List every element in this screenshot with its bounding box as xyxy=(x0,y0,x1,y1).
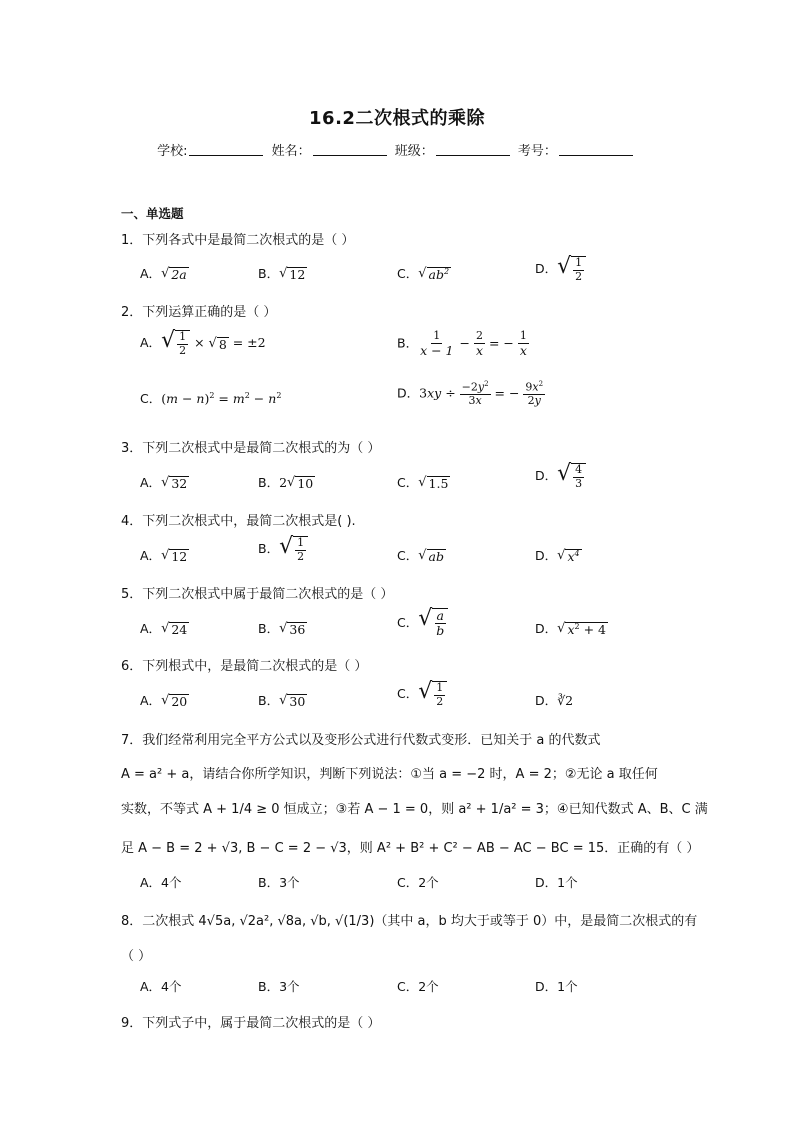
name-label: 姓名： xyxy=(271,144,311,159)
question-5-option-d[interactable]: D． √ $x^2 + 4$ xyxy=(535,621,606,638)
question-2-option-b[interactable]: B． $\frac{1}{x - 1}$ − $\frac{2}{x}$ = − $\frac{1}{x}$ xyxy=(397,329,527,358)
question-3-option-b[interactable]: B．2 √ 10 xyxy=(258,475,314,492)
question-6-stem: 6．下列根式中，是最简二次根式的是（ ） xyxy=(121,659,368,674)
question-5-option-c[interactable]: C． √ $\frac{a}{b}$ xyxy=(397,608,448,639)
question-8-line-1: 8．二次根式 4√5a, √2a², √8a, √b, √(1/3)（其中 a，b 均大于或等于 0）中，是最简二次根式的有 xyxy=(121,914,698,929)
question-3-option-c[interactable]: C． √ 1.5 xyxy=(397,475,449,492)
question-4-option-b[interactable]: B． √ $\frac{1}{2}$ xyxy=(258,536,308,563)
question-2-option-d[interactable]: D．3xy ÷ $\frac{-2y^2}{3x}$ = − $\frac{9x^2}{2y}$ xyxy=(397,380,544,408)
question-3-option-d[interactable]: D． √ $\frac{4}{3}$ xyxy=(535,463,586,490)
question-2-stem: 2．下列运算正确的是（ ） xyxy=(121,305,277,320)
question-9-stem: 9．下列式子中，属于最简二次根式的是（ ） xyxy=(121,1016,381,1031)
question-3-stem: 3．下列二次根式中是最简二次根式的为（ ） xyxy=(121,441,381,456)
question-1-stem: 1．下列各式中是最简二次根式的是（ ） xyxy=(121,233,355,248)
question-8-option-d[interactable]: D．1个 xyxy=(535,979,578,994)
question-8-line-2: （ ） xyxy=(121,949,152,964)
school-blank[interactable] xyxy=(189,143,263,156)
question-4-stem: 4．下列二次根式中，最简二次根式是( ). xyxy=(121,514,356,529)
question-7-option-b[interactable]: B．3个 xyxy=(258,875,300,890)
question-8-option-a[interactable]: A．4个 xyxy=(140,979,182,994)
question-7-line-3: 实数，不等式 A + 1/4 ≥ 0 恒成立；③若 A − 1 = 0，则 a² + 1/a² = 3；④已知代数式 A、B、C 满 xyxy=(121,802,708,817)
question-7-option-c[interactable]: C．2个 xyxy=(397,875,439,890)
class-blank[interactable] xyxy=(436,143,510,156)
class-label: 班级： xyxy=(394,144,434,159)
question-5-option-b[interactable]: B． √ 36 xyxy=(258,621,306,638)
section-title: 一、单选题 xyxy=(121,206,184,221)
question-2-option-a[interactable]: A． √ $\frac{1}{2}$ × √ 8 = ±2 xyxy=(140,328,266,357)
question-1-option-a[interactable]: A． √ 2a xyxy=(140,266,187,283)
question-8-option-c[interactable]: C．2个 xyxy=(397,979,439,994)
school-label: 学校: xyxy=(157,144,188,159)
page-title: 16.2二次根式的乘除 xyxy=(309,108,485,129)
question-4-option-a[interactable]: A． √ 12 xyxy=(140,548,188,565)
question-1-option-b[interactable]: B． √ 12 xyxy=(258,266,306,283)
question-6-option-c[interactable]: C． √ $\frac{1}{2}$ xyxy=(397,681,447,708)
question-7-option-d[interactable]: D．1个 xyxy=(535,875,578,890)
question-4-option-c[interactable]: C． √ ab xyxy=(397,548,444,565)
question-7-line-1: 7．我们经常利用完全平方公式以及变形公式进行代数式变形．已知关于 a 的代数式 xyxy=(121,733,601,748)
question-7-line-2: A = a² + a，请结合你所学知识，判断下列说法：①当 a = −2 时，A = 2；②无论 a 取任何 xyxy=(121,767,658,782)
question-4-option-d[interactable]: D． √ $x^4$ xyxy=(535,548,580,565)
number-label: 考号： xyxy=(517,144,557,159)
question-2-option-c[interactable]: C．$(m - n)^2 = m^2 - n^2$ xyxy=(140,390,282,406)
question-7-line-4: 足 A − B = 2 + √3, B − C = 2 − √3，则 A² + B² + C² − AB − AC − BC = 15．正确的有（ ） xyxy=(121,841,700,856)
question-5-stem: 5．下列二次根式中属于最简二次根式的是（ ） xyxy=(121,587,394,602)
question-8-option-b[interactable]: B．3个 xyxy=(258,979,300,994)
question-7-option-a[interactable]: A．4个 xyxy=(140,875,182,890)
student-info-line xyxy=(0,140,794,159)
question-6-option-b[interactable]: B． √ 30 xyxy=(258,693,306,710)
question-1-option-c[interactable]: C． √ $ab^2$ xyxy=(397,266,450,283)
question-3-option-a[interactable]: A． √ 32 xyxy=(140,475,188,492)
name-blank[interactable] xyxy=(313,143,387,156)
question-5-option-a[interactable]: A． √ 24 xyxy=(140,621,188,638)
question-6-option-a[interactable]: A． √ 20 xyxy=(140,693,188,710)
question-6-option-d[interactable]: D．∛2 xyxy=(535,693,574,708)
number-blank[interactable] xyxy=(559,143,633,156)
question-1-option-d[interactable]: D． √ $\frac{1}{2}$ xyxy=(535,256,586,283)
